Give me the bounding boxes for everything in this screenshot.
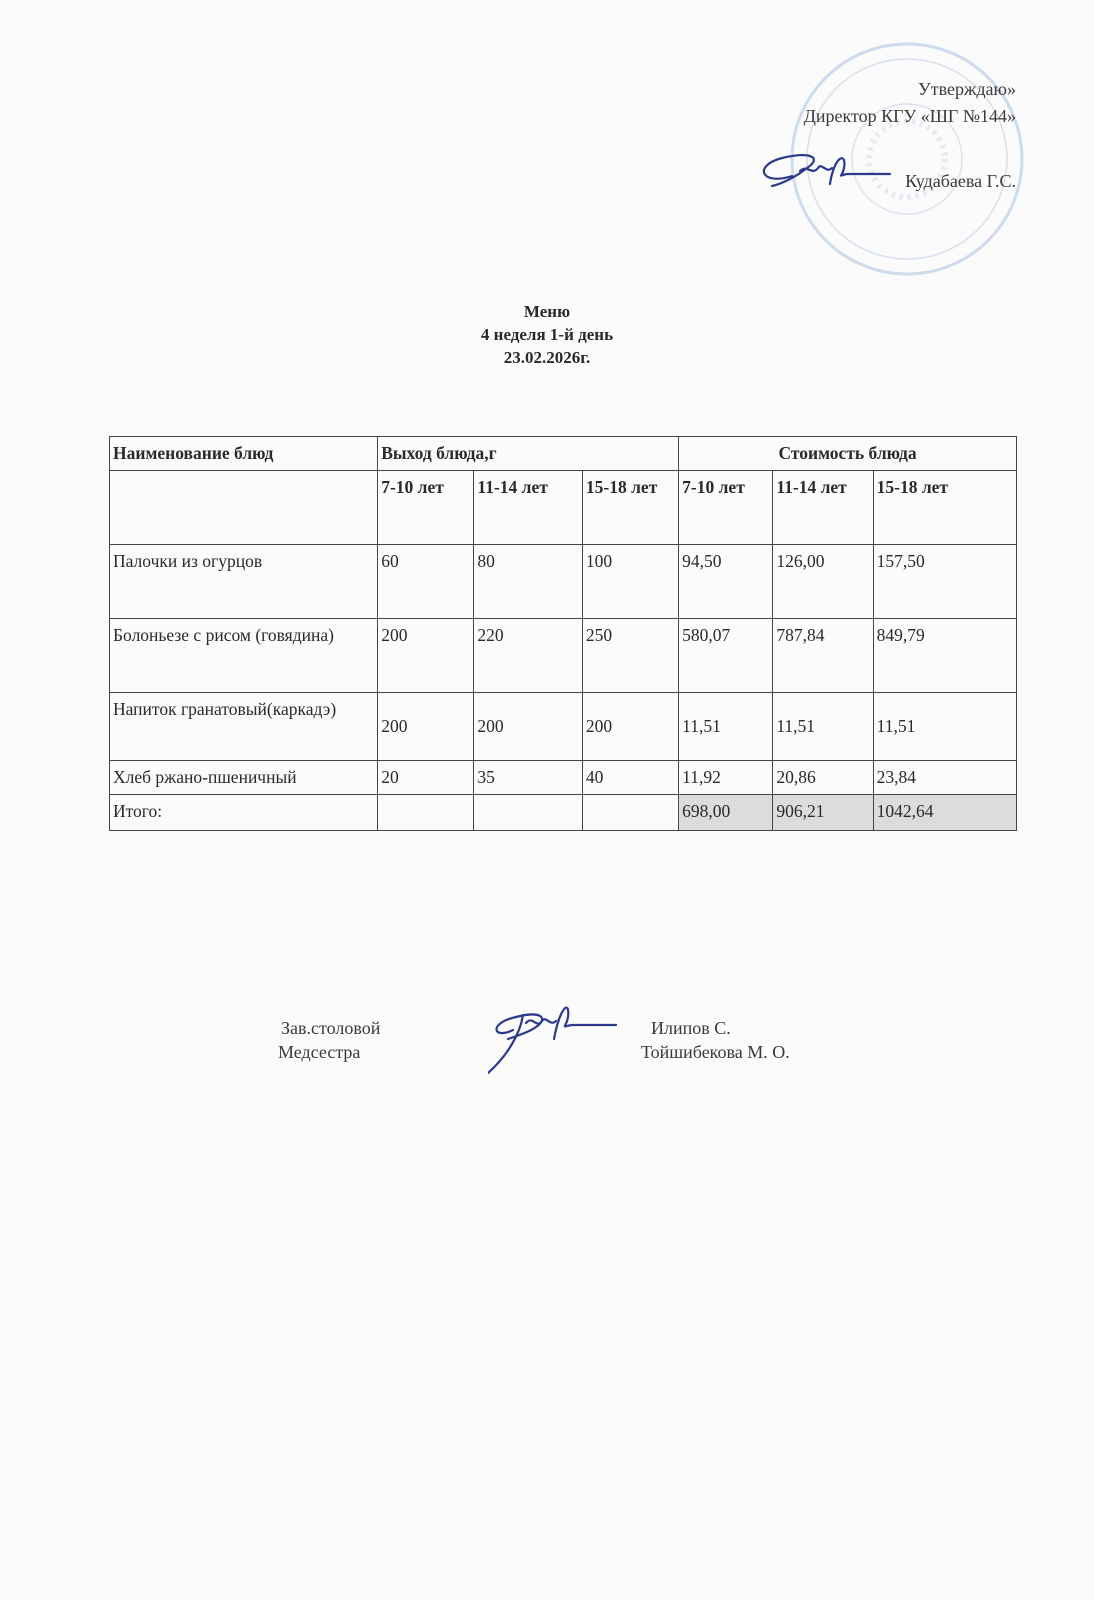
yield-cell: 80	[474, 545, 583, 619]
approval-director: Директор КГУ «ШГ №144»	[803, 106, 1016, 126]
header-yield: Выход блюда,г	[378, 437, 679, 471]
menu-week-day: 4 неделя 1-й день	[480, 325, 614, 344]
total-cost: 906,21	[773, 795, 873, 831]
role-canteen-head: Зав.столовой	[281, 1018, 381, 1038]
yield-cell: 200	[474, 693, 583, 761]
total-empty	[474, 795, 583, 831]
cost-cell: 11,51	[773, 693, 873, 761]
age-group: 7-10 лет	[378, 471, 474, 545]
age-group: 15-18 лет	[873, 471, 1016, 545]
total-label: Итого:	[110, 795, 378, 831]
header-dish-name: Наименование блюд	[110, 437, 378, 471]
menu-date: 23.02.2026г.	[503, 348, 591, 367]
cost-cell: 126,00	[773, 545, 873, 619]
footer-names	[641, 1016, 790, 1064]
menu-title: Меню	[523, 302, 571, 321]
cost-cell: 11,51	[679, 693, 773, 761]
menu-table	[109, 436, 1017, 831]
yield-cell: 35	[474, 761, 583, 795]
yield-cell: 250	[582, 619, 678, 693]
total-cost: 698,00	[679, 795, 773, 831]
header-empty	[110, 471, 378, 545]
director-signature	[752, 146, 892, 206]
total-cost: 1042,64	[873, 795, 1016, 831]
cost-cell: 11,92	[679, 761, 773, 795]
cost-cell: 157,50	[873, 545, 1016, 619]
yield-cell: 200	[378, 619, 474, 693]
yield-cell: 220	[474, 619, 583, 693]
yield-cell: 60	[378, 545, 474, 619]
yield-cell: 200	[582, 693, 678, 761]
age-group: 15-18 лет	[582, 471, 678, 545]
yield-cell: 200	[378, 693, 474, 761]
total-empty	[378, 795, 474, 831]
menu-header	[0, 300, 1094, 369]
age-group: 7-10 лет	[679, 471, 773, 545]
cost-cell: 11,51	[873, 693, 1016, 761]
approval-title: Утверждаю»	[917, 79, 1016, 99]
footer-signature	[488, 995, 628, 1075]
cost-cell: 23,84	[873, 761, 1016, 795]
total-empty	[582, 795, 678, 831]
cost-cell: 580,07	[679, 619, 773, 693]
yield-cell: 40	[582, 761, 678, 795]
table-row	[110, 545, 1017, 619]
cost-cell: 849,79	[873, 619, 1016, 693]
table-row	[110, 619, 1017, 693]
approval-name: Кудабаева Г.С.	[905, 171, 1016, 191]
table-header-row	[110, 437, 1017, 471]
table-total-row	[110, 795, 1017, 831]
cost-cell: 94,50	[679, 545, 773, 619]
role-nurse: Медсестра	[278, 1042, 361, 1062]
name-canteen-head: Илипов С.	[651, 1018, 731, 1038]
age-group: 11-14 лет	[773, 471, 873, 545]
header-cost: Стоимость блюда	[679, 437, 1017, 471]
dish-name: Хлеб ржано-пшеничный	[110, 761, 378, 795]
yield-cell: 100	[582, 545, 678, 619]
table-row	[110, 693, 1017, 761]
dish-name: Болоньезе с рисом (говядина)	[110, 619, 378, 693]
table-row	[110, 761, 1017, 795]
footer-roles	[278, 1016, 381, 1064]
cost-cell: 20,86	[773, 761, 873, 795]
cost-cell: 787,84	[773, 619, 873, 693]
dish-name: Напиток гранатовый(каркадэ)	[110, 693, 378, 761]
name-nurse: Тойшибекова М. О.	[641, 1042, 790, 1062]
yield-cell: 20	[378, 761, 474, 795]
dish-name: Палочки из огурцов	[110, 545, 378, 619]
age-group: 11-14 лет	[474, 471, 583, 545]
table-age-row	[110, 471, 1017, 545]
